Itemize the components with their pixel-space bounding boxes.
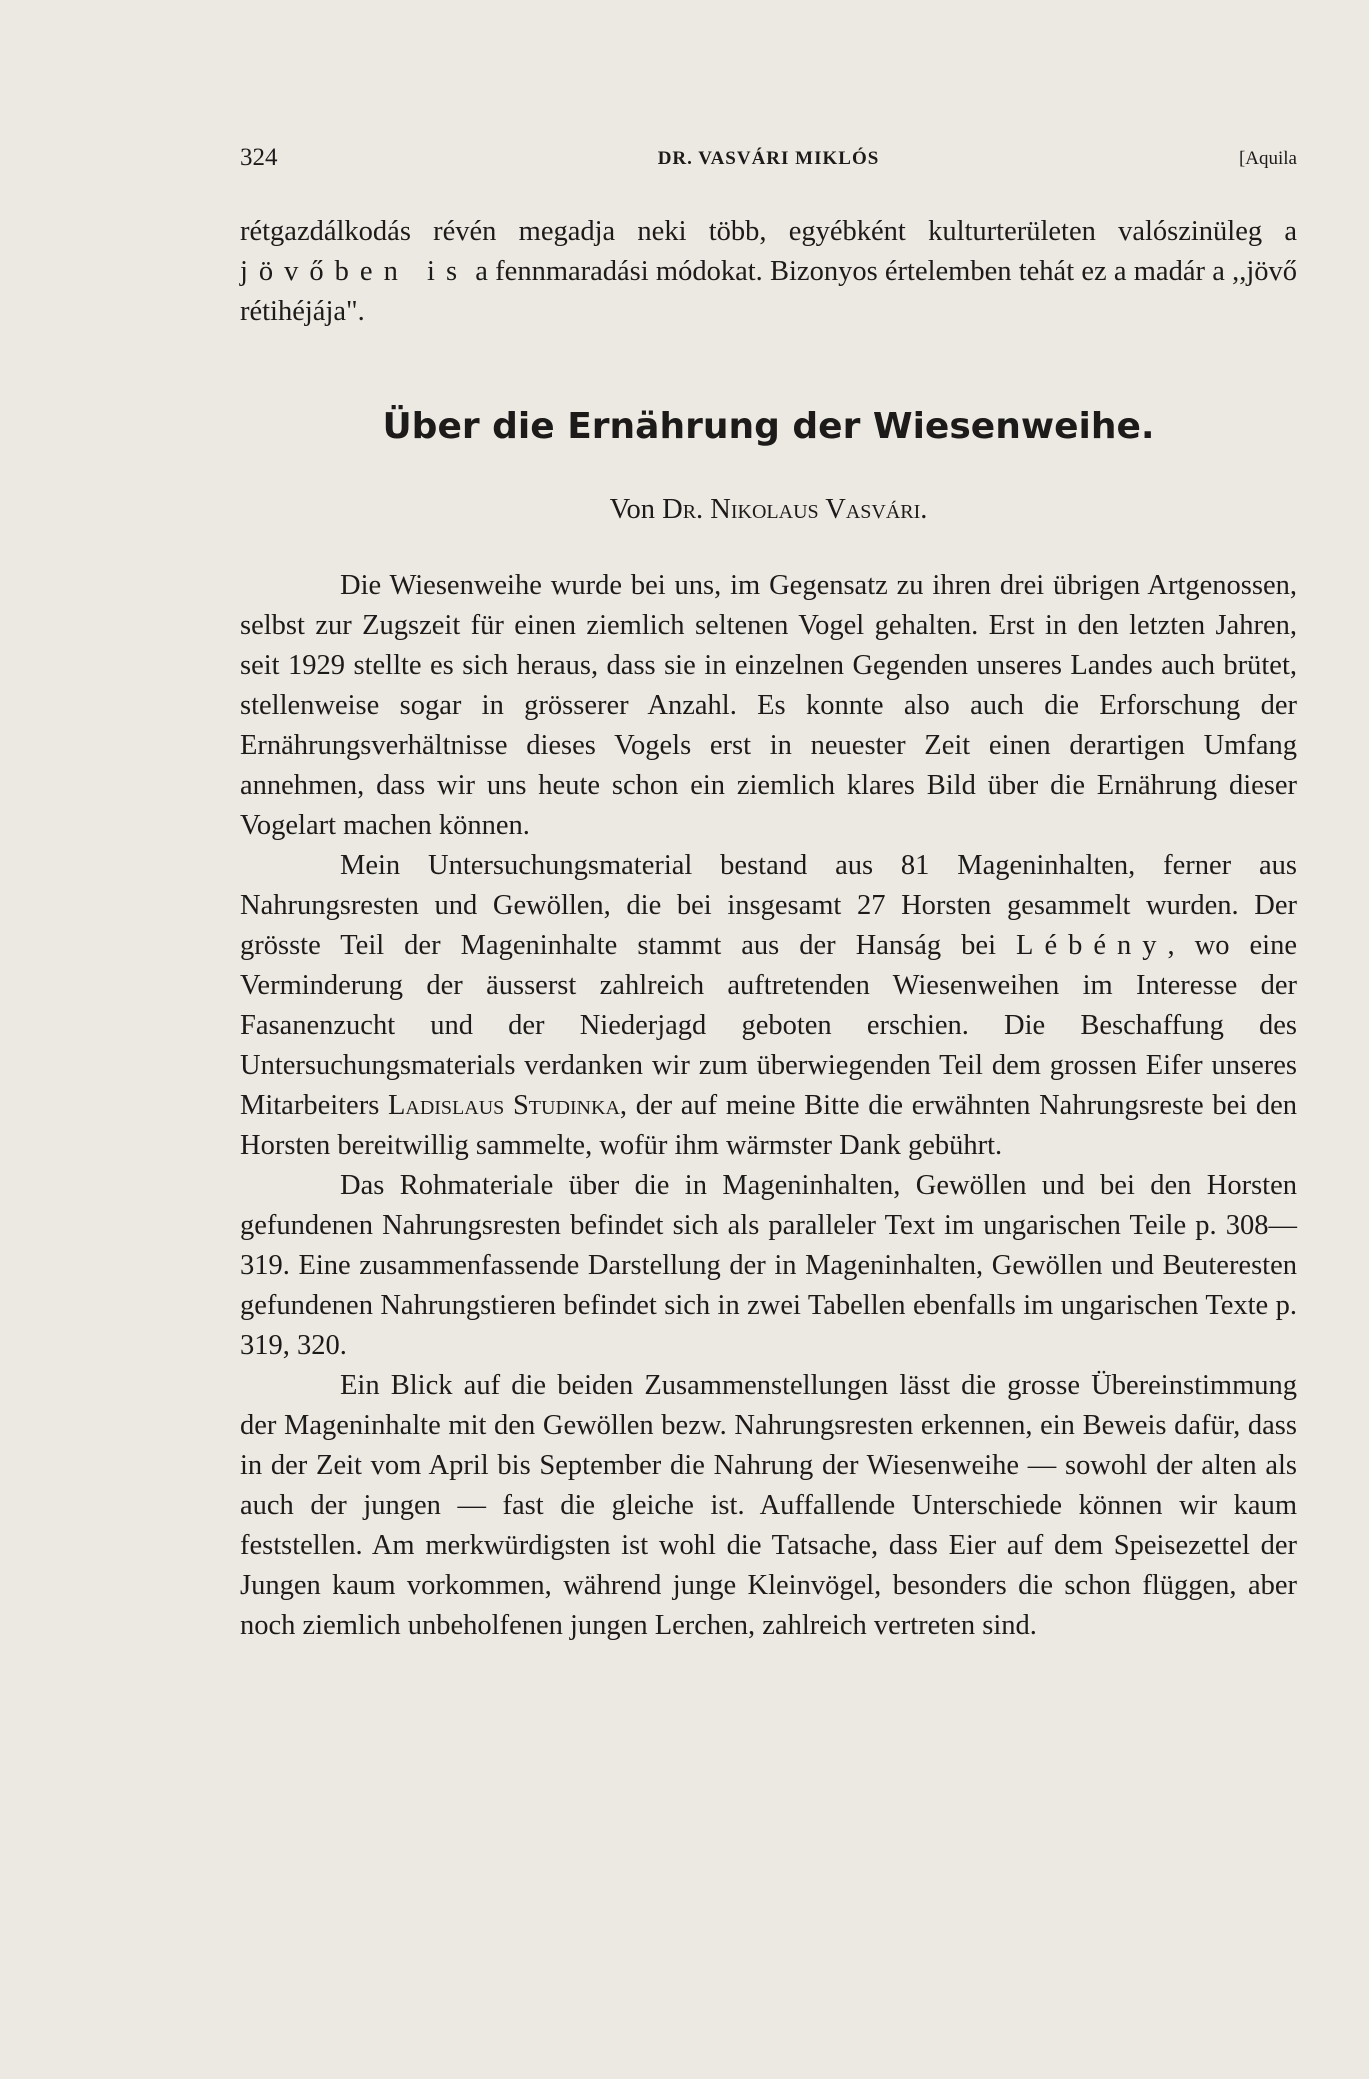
article-title: Über die Ernährung der Wiesenweihe.: [382, 406, 1155, 447]
page-number: 324: [240, 144, 278, 171]
article-body: [240, 566, 1297, 1646]
byline-von: Von: [609, 494, 655, 525]
place-name-lebeny: Lébény: [1016, 930, 1168, 961]
paragraph-2-text-b: , wo eine Verminderung der äusserst zahlreich auftretenden Wiesenweihen im Interesse der Fasanenzucht und der Niederjagd geboten erschien. Die Beschaffung des Untersuchungsmaterials verdanken wir zum überwiegenden Teil dem grossen Eifer unseres Mitarbeiters: [240, 930, 1297, 1121]
intro-spaced-words: jövőben is: [240, 256, 469, 287]
paragraph-2: [240, 846, 1297, 1166]
intro-paragraph: [240, 212, 1297, 332]
intro-text-part2: a fennmaradási módokat. Bizonyos értelemben tehát ez a madár a ,,jövő rétihéjája".: [240, 256, 1297, 327]
paragraph-2-text-c: , der auf meine Bitte die erwähnten Nahrungsreste bei den Horsten bereitwillig sammelte, wofür ihm wärmster Dank gebührt.: [240, 1090, 1298, 1161]
paragraph-4: Ein Blick auf die beiden Zusammenstellungen lässt die grosse Übereinstimmung der Mageninhalte mit den Gewöllen bezw. Nahrungsresten erkennen, ein Beweis dafür, dass in der Zeit vom April bis September die Nahrung der Wiesenweihe — sowohl der alten als auch der jungen — fast die gleiche ist. Auffallende Unterschiede können wir kaum feststellen. Am merkwürdigsten ist wohl die Tatsache, dass Eier auf dem Speisezettel der Jungen kaum vorkommen, während junge Kleinvögel, besonders die schon flüggen, aber noch ziemlich unbeholfenen jungen Lerchen, zahlreich vertreten sind.: [240, 1370, 1297, 1641]
byline-author: Dr. Nikolaus Vasvári.: [662, 494, 928, 525]
running-author: DR. VASVÁRI MIKLÓS: [657, 148, 880, 169]
paragraph-2-text-a: Mein Untersuchungsmaterial bestand aus 81 Mageninhalten, ferner aus Nahrungsresten und Gewöllen, die bei insgesamt 27 Horsten gesammelt wurden. Der grösste Teil der Mageninhalte stammt aus der Hanság bei: [240, 850, 1297, 961]
paragraph-1: Die Wiesenweihe wurde bei uns, im Gegensatz zu ihren drei übrigen Artgenossen, selbst zur Zugszeit für einen ziemlich seltenen Vogel gehalten. Erst in den letzten Jahren, seit 1929 stellte es sich heraus, dass sie in einzelnen Gegenden unseres Landes auch brütet, stellenweise sogar in grösserer Anzahl. Es konnte also auch die Erforschung der Ernährungsverhältnisse dieses Vogels erst in neuester Zeit einen derartigen Umfang annehmen, dass wir uns heute schon ein ziemlich klares Bild über die Ernährung dieser Vogelart machen können.: [240, 570, 1297, 841]
running-header: [240, 144, 1297, 180]
running-journal: [Aquila: [1238, 148, 1297, 169]
intro-text-part1: rétgazdálkodás révén megadja neki több, egyébként kulturterületen valószinüleg a: [240, 216, 1297, 247]
collaborator-name: Ladislaus Studinka: [387, 1090, 620, 1121]
paragraph-3: Das Rohmateriale über die in Mageninhalten, Gewöllen und bei den Horsten gefundenen Nahrungsresten befindet sich als paralleler Text im ungarischen Teile p. 308—319. Eine zusammenfassende Darstellung der in Mageninhalten, Gewöllen und Beuteresten gefundenen Nahrungstieren befindet sich in zwei Tabellen ebenfalls im ungarischen Texte p. 319, 320.: [240, 1170, 1297, 1361]
intro-paragraph-block: [240, 212, 1297, 332]
article-byline: [240, 494, 1297, 526]
